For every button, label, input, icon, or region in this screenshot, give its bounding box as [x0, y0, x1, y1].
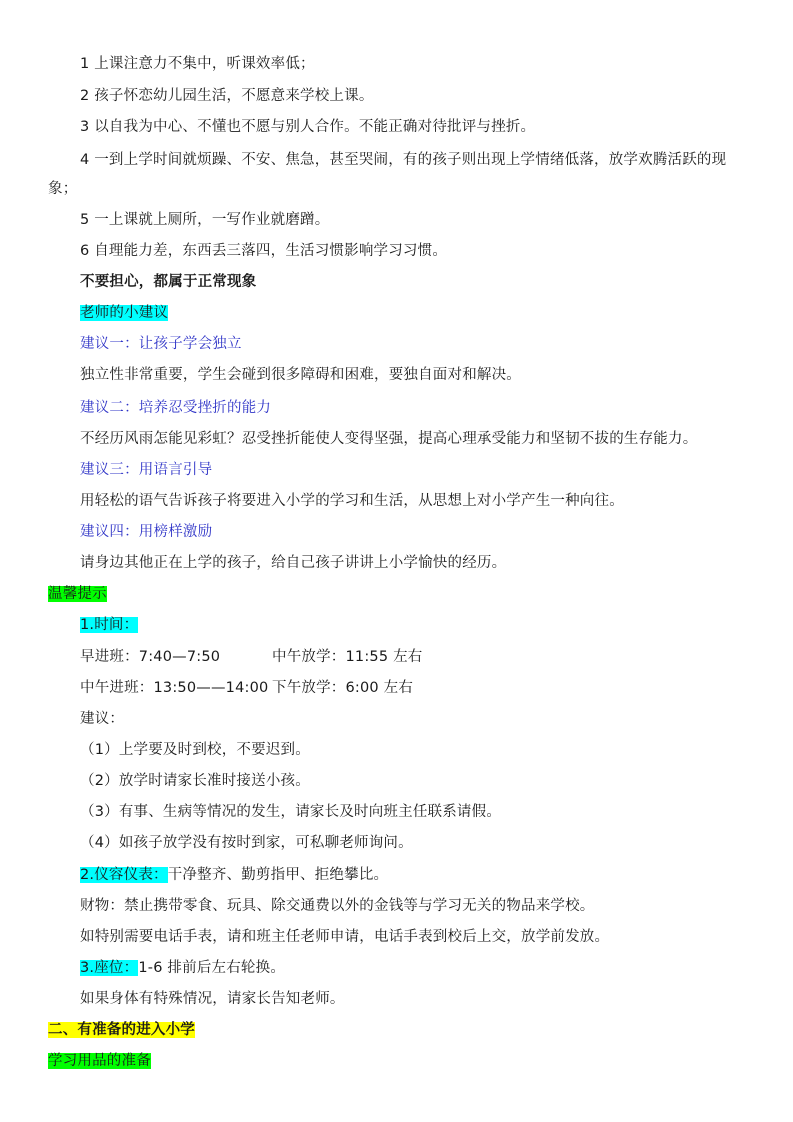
- issue-5: 5 一上课就上厕所，一写作业就磨蹭。: [80, 212, 330, 228]
- appearance-heading: 2.仪容仪表：: [80, 867, 168, 883]
- suggestion-3-title: 建议三：用语言引导: [80, 462, 213, 478]
- reminder-heading: 温馨提示: [48, 586, 107, 602]
- issue-6: 6 自理能力差，东西丢三落四，生活习惯影响学习习惯。: [80, 243, 448, 259]
- appearance-text: 干净整齐、勤剪指甲、拒绝攀比。: [167, 867, 389, 883]
- time-heading: 1.时间：: [80, 617, 139, 633]
- reassure-heading: 不要担心，都属于正常现象: [80, 274, 257, 290]
- teacher-tips-heading: 老师的小建议: [80, 305, 169, 321]
- section-two-heading: 二、有准备的进入小学: [48, 1022, 195, 1038]
- noon-arrival-time: 中午进班：13:50——14:00: [80, 680, 269, 696]
- advice-label: 建议：: [80, 711, 125, 727]
- issue-2: 2 孩子怀恋幼儿园生活，不愿意来学校上课。: [80, 88, 374, 104]
- suggestion-2-title: 建议二：培养忍受挫折的能力: [80, 400, 272, 416]
- afternoon-dismissal-time: 下午放学：6:00 左右: [272, 680, 414, 696]
- seat-note: 如果身体有特殊情况，请家长告知老师。: [80, 991, 345, 1007]
- issue-1: 1 上课注意力不集中，听课效率低；: [80, 56, 315, 72]
- suggestion-1-body: 独立性非常重要，学生会碰到很多障碍和困难，要独自面对和解决。: [80, 367, 521, 383]
- seat-line: [80, 957, 285, 979]
- seat-text: 1-6 排前后左右轮换。: [138, 960, 286, 976]
- property-rule: 财物：禁止携带零食、玩具、除交通费以外的金钱等与学习无关的物品来学校。: [80, 898, 595, 914]
- phone-rule: 如特别需要电话手表，请和班主任老师申请，电话手表到校后上交，放学前发放。: [80, 929, 610, 945]
- time-row-1: [80, 646, 423, 668]
- issue-3: 3 以自我为中心、不懂也不愿与别人合作。不能正确对待批评与挫折。: [80, 119, 536, 135]
- suggestion-2-body: 不经历风雨怎能见彩虹？忍受挫折能使人变得坚强，提高心理承受能力和坚韧不拔的生存能力。: [80, 431, 698, 447]
- appearance-line: [80, 864, 388, 886]
- suggestion-4-title: 建议四：用榜样激励: [80, 524, 213, 540]
- advice-item-2: （2）放学时请家长准时接送小孩。: [80, 773, 310, 789]
- advice-item-3: （3）有事、生病等情况的发生，请家长及时向班主任联系请假。: [80, 804, 502, 820]
- time-row-2: [80, 677, 413, 699]
- advice-item-1: （1）上学要及时到校，不要迟到。: [80, 742, 310, 758]
- seat-heading: 3.座位：: [80, 960, 139, 976]
- suggestion-3-body: 用轻松的语气告诉孩子将要进入小学的学习和生活，从思想上对小学产生一种向往。: [80, 493, 624, 509]
- issue-4: 4 一到上学时间就烦躁、不安、焦急，甚至哭闹，有的孩子则出现上学情绪低落，放学欢腾活跃的现象；: [48, 152, 727, 197]
- noon-dismissal-time: 中午放学：11:55 左右: [272, 649, 423, 665]
- advice-item-4: （4）如孩子放学没有按时到家，可私聊老师询问。: [80, 835, 413, 851]
- morning-arrival-time: 早进班：7:40—7:50: [80, 649, 221, 665]
- supplies-heading: 学习用品的准备: [48, 1053, 151, 1069]
- suggestion-4-body: 请身边其他正在上学的孩子，给自己孩子讲讲上小学愉快的经历。: [80, 555, 507, 571]
- suggestion-1-title: 建议一：让孩子学会独立: [80, 336, 242, 352]
